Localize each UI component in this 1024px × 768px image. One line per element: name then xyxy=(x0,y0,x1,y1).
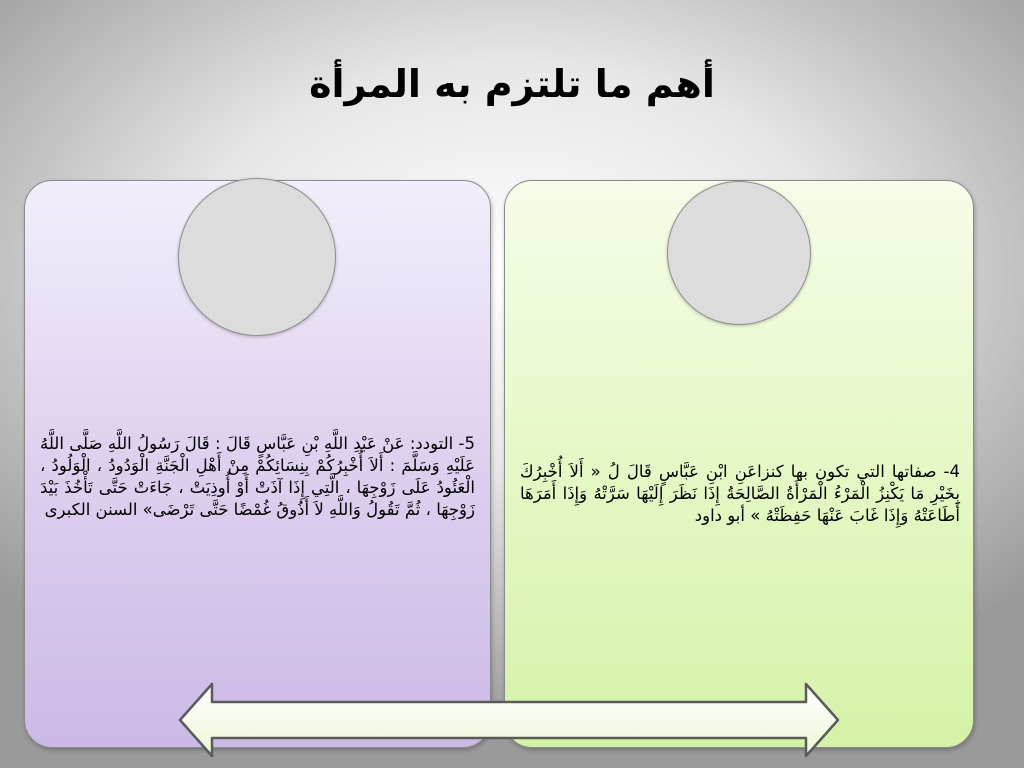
left-card-text: 5- التودد: عَنْ عَبْدِ اللَّهِ بْنِ عَبَّاسٍ قَالَ : قَالَ رَسُولُ اللَّهِ صَلَّى اللَّهُ عَلَيْهِ وَسَلَّمَ : أَلاَ أُخْبِرُكُمْ بِنِسَائِكُمْ مِنْ أَهْلِ الْجَنَّةِ الْوَدُودُ ، الْوَلُودُ ، الْعَئُودُ عَلَى زَوْجِهَا ، الَّتِي إِذَا آذَتْ أَوْ أُوذِيَتْ ، جَاءَتْ حَتَّى تَأْخُذَ بَيْدَ زَوْجِهَا ، ثُمَّ تَقُولُ وَاللَّهِ لاَ أَذُوقُ غُمْضًا حَتَّى تَرْضَى» السنن الكبرى xyxy=(40,434,475,519)
right-circle-placeholder xyxy=(667,181,811,325)
slide-title: أهم ما تلتزم به المرأة xyxy=(309,62,715,106)
right-card-text: 4- صفاتها التي تكون بها كنزاعَنِ ابْنِ عَبَّاسٍ قَالَ لُ « أَلاَ أُخْبِرُكَ بِخَيْرِ مَا يَكْنِزُ الْمَرْءُ الْمَرْأَةُ الصَّالِحَةُ إِذَا نَظَرَ إِلَيْهَا سَرَّتْهُ وَإِذَا أَمَرَهَا أَطَاعَتْهُ وَإِذَا غَابَ عَنْهَا حَفِظَتْهُ » أبو داود xyxy=(520,462,960,525)
left-circle-placeholder xyxy=(178,178,336,336)
double-arrow-icon xyxy=(176,680,842,760)
